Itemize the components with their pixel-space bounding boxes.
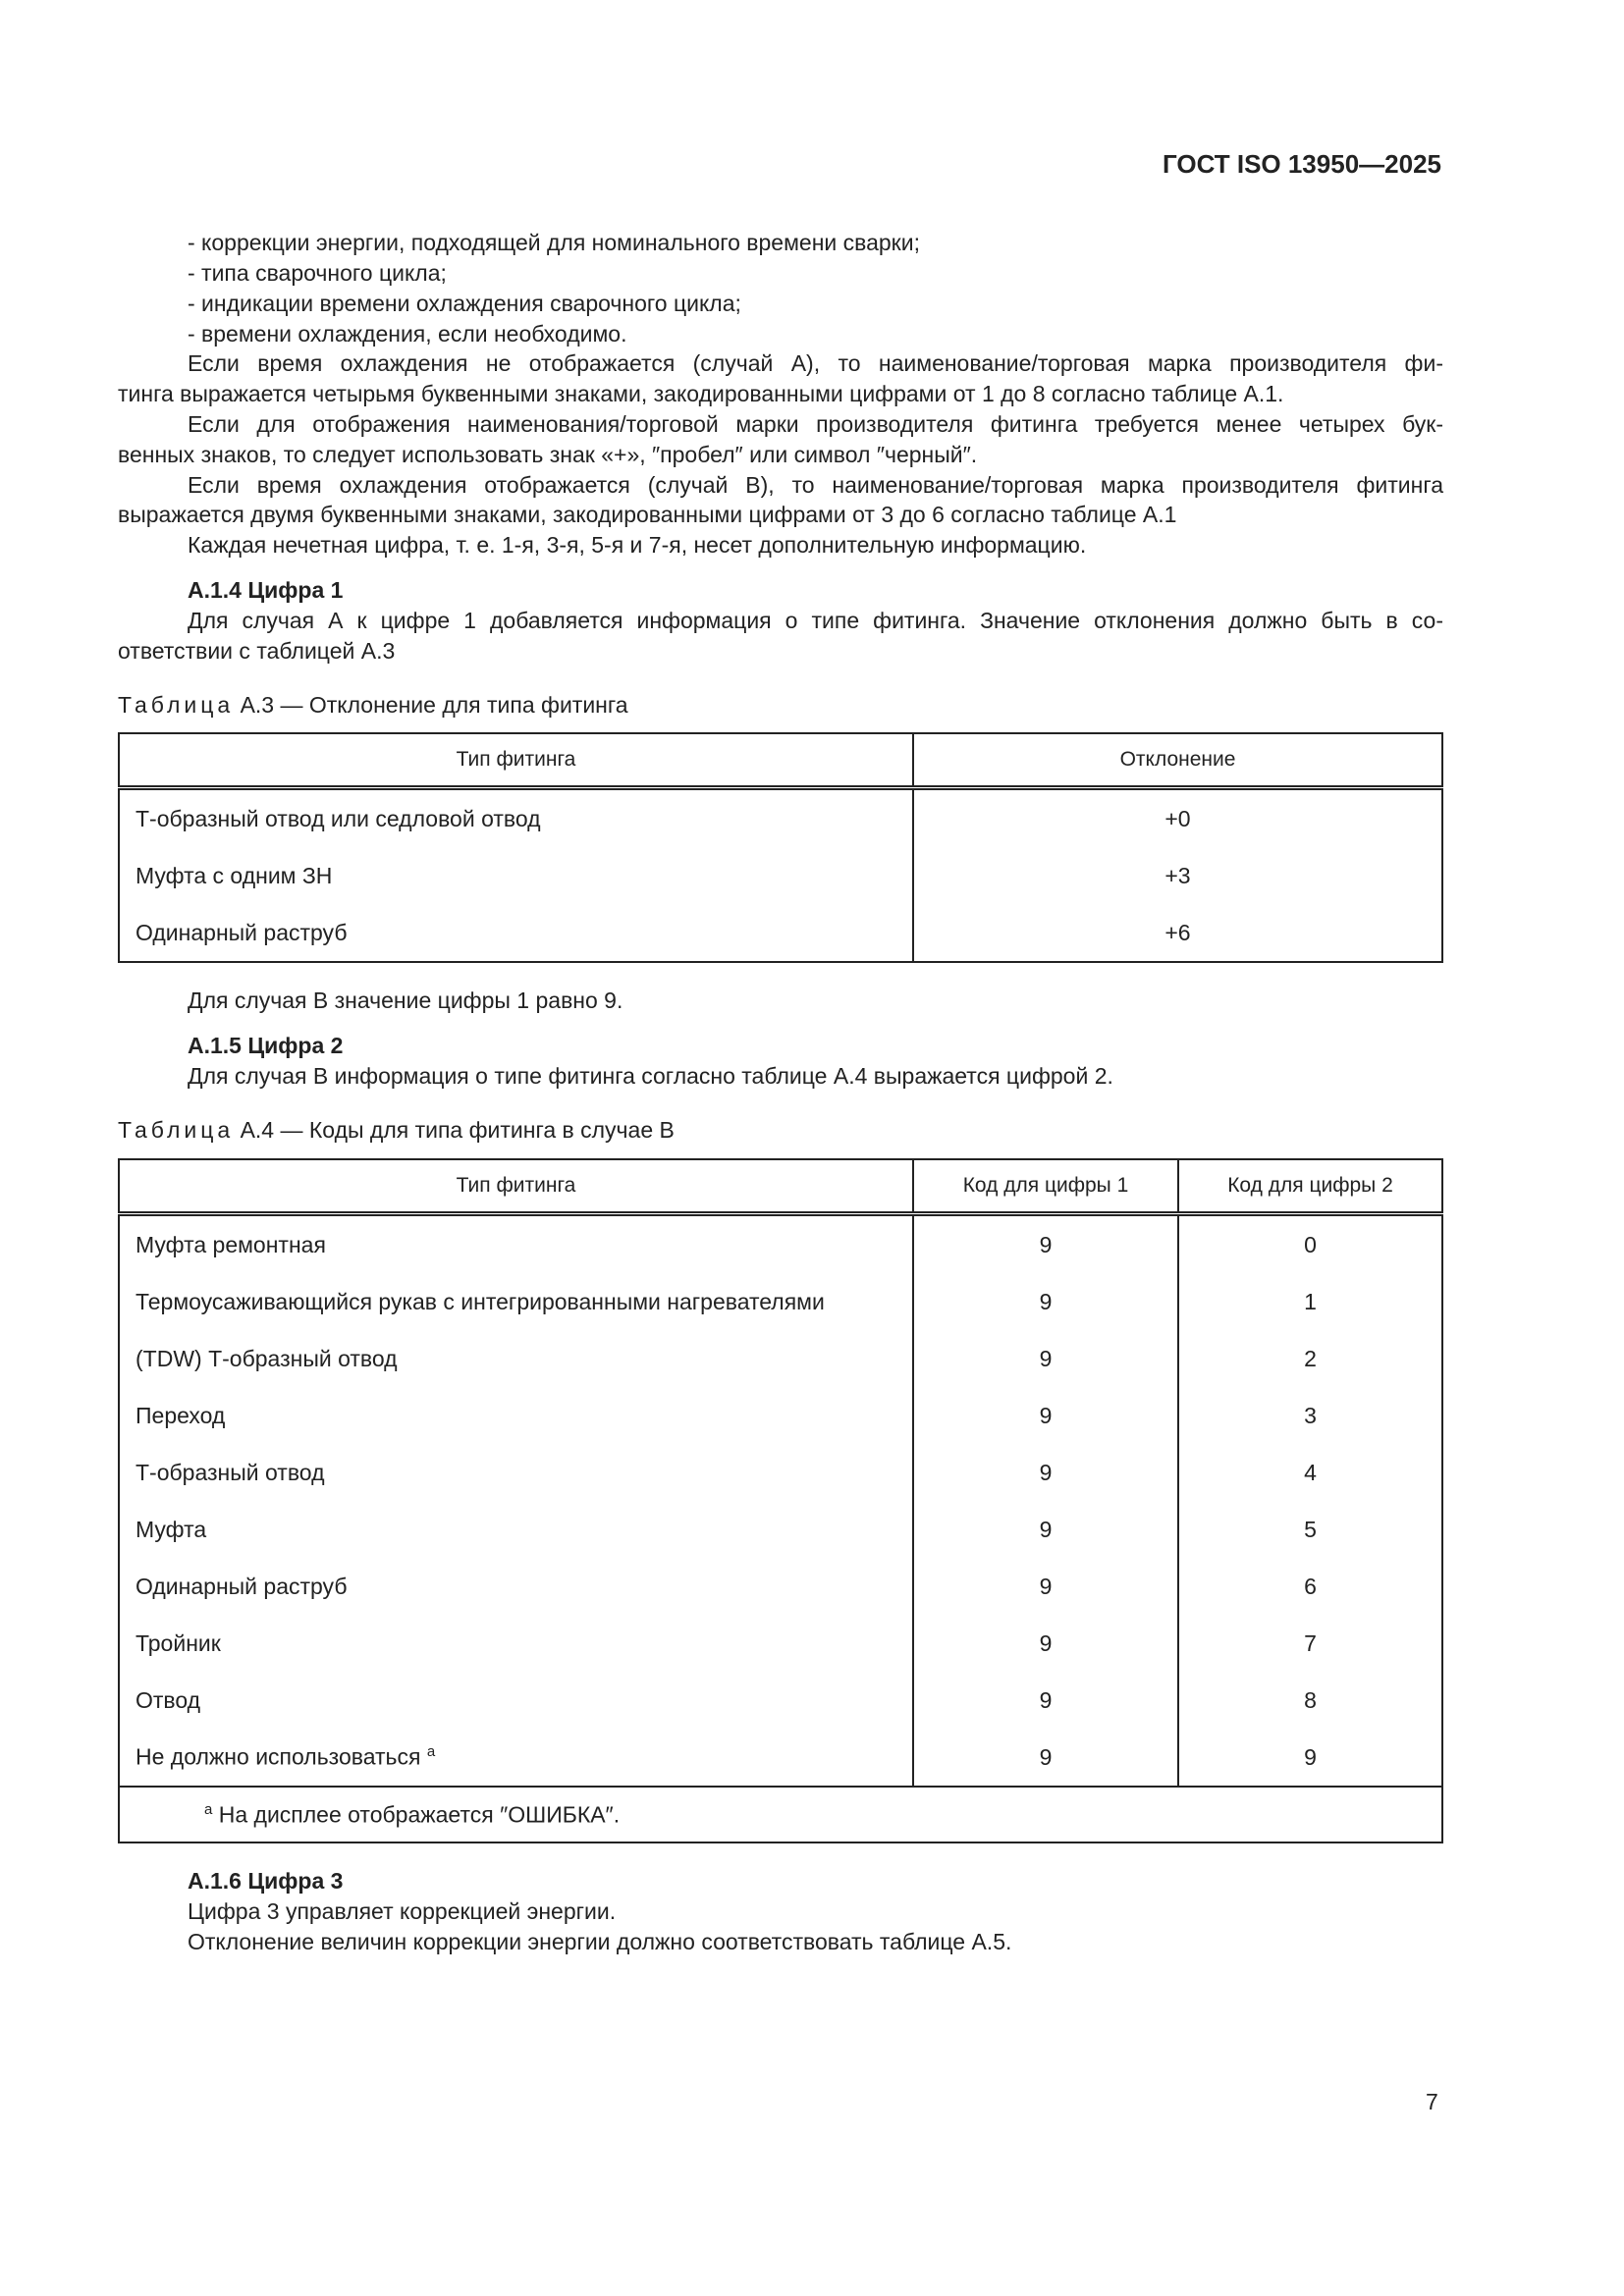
section-heading-a14: А.1.4 Цифра 1 — [188, 577, 344, 603]
cell-text: 5 — [1304, 1516, 1317, 1542]
paragraph-line: ответствии с таблицей А.3 — [118, 638, 396, 664]
cell-text: (TDW) Т-образный отвод — [135, 1345, 398, 1371]
cell-code-digit-2 — [1178, 1501, 1442, 1558]
cell-code-digit-2 — [1178, 1444, 1442, 1501]
paragraph-line: венных знаков, то следует использовать знак «+», ″пробел″ или символ ″черный″. — [118, 442, 978, 467]
paragraph-line: Для случая В значение цифры 1 равно 9. — [188, 988, 623, 1013]
bullet-item: - времени охлаждения, если необходимо. — [188, 321, 627, 347]
cell-fitting-type — [119, 1273, 913, 1330]
footnote-mark: a — [204, 1800, 213, 1818]
table-footnote — [119, 1787, 1442, 1842]
document-header: ГОСТ ISO 13950—2025 — [1162, 149, 1441, 179]
cell-code-digit-1 — [913, 1672, 1178, 1729]
paragraph-line: Цифра 3 управляет коррекцией энергии. — [188, 1898, 617, 1924]
cell-deviation: +3 — [913, 847, 1442, 904]
cell-text: Переход — [135, 1402, 226, 1428]
cell-text: 9 — [1039, 1459, 1053, 1485]
column-header: Отклонение — [913, 733, 1442, 788]
table-row — [119, 1729, 1442, 1787]
paragraph-line: Для случая А к цифре 1 добавляется информация о типе фитинга. Значение отклонения должно быть в со- — [188, 608, 1443, 633]
cell-text: 9 — [1039, 1402, 1053, 1428]
cell-text: Одинарный раструб — [135, 1573, 348, 1599]
caption-prefix: Таблица — [118, 1117, 235, 1143]
caption-text: А.3 — Отклонение для типа фитинга — [234, 692, 628, 718]
column-header: Тип фитинга — [119, 733, 913, 788]
table-a3 — [118, 732, 1443, 963]
cell-text: 0 — [1304, 1231, 1317, 1257]
caption-text: А.4 — Коды для типа фитинга в случае В — [234, 1117, 675, 1143]
cell-code-digit-1 — [913, 1330, 1178, 1387]
cell-fitting-type — [119, 1615, 913, 1672]
cell-text: Муфта ремонтная — [135, 1231, 326, 1257]
table-row — [119, 1214, 1442, 1274]
table-a4-caption — [118, 1115, 675, 1146]
cell-code-digit-1 — [913, 1501, 1178, 1558]
table-row — [119, 1615, 1442, 1672]
paragraph-line: Если время охлаждения отображается (случай В), то наименование/торговая марка производителя фитинга — [188, 472, 1443, 498]
cell-fitting-type — [119, 1501, 913, 1558]
table-a3-caption — [118, 690, 628, 721]
cell-text: 9 — [1039, 1743, 1053, 1770]
cell-fitting-type: Муфта с одним ЗН — [135, 862, 333, 888]
cell-code-digit-1 — [913, 1558, 1178, 1615]
cell-text: 3 — [1304, 1402, 1317, 1428]
table-row — [119, 847, 1442, 904]
cell-code-digit-1 — [913, 1444, 1178, 1501]
table-row — [119, 1558, 1442, 1615]
cell-fitting-type — [119, 1387, 913, 1444]
table-row — [119, 1672, 1442, 1729]
bullet-item: - коррекции энергии, подходящей для номинального времени сварки; — [188, 230, 920, 255]
table-row — [119, 1273, 1442, 1330]
cell-fitting-type: Т-образный отвод или седловой отвод — [135, 805, 541, 831]
cell-text: Не должно использоваться — [135, 1743, 421, 1770]
cell-code-digit-2 — [1178, 1214, 1442, 1274]
cell-code-digit-2 — [1178, 1558, 1442, 1615]
section-heading-a16: А.1.6 Цифра 3 — [188, 1868, 344, 1894]
cell-code-digit-1 — [913, 1729, 1178, 1787]
table-row — [119, 788, 1442, 848]
cell-text: 2 — [1304, 1345, 1317, 1371]
cell-code-digit-2 — [1178, 1330, 1442, 1387]
table-row — [119, 1501, 1442, 1558]
paragraph-line: тинга выражается четырьмя буквенными знаками, закодированными цифрами от 1 до 8 согласно таблице А.1. — [118, 381, 1284, 406]
table-row — [119, 1444, 1442, 1501]
cell-code-digit-2 — [1178, 1729, 1442, 1787]
cell-code-digit-2 — [1178, 1387, 1442, 1444]
cell-text: 6 — [1304, 1573, 1317, 1599]
bullet-item: - типа сварочного цикла; — [188, 260, 447, 286]
table-row — [119, 1387, 1442, 1444]
cell-text: 8 — [1304, 1686, 1317, 1713]
table-header-row — [119, 1159, 1442, 1214]
cell-code-digit-1 — [913, 1387, 1178, 1444]
paragraph-line: Отклонение величин коррекции энергии должно соответствовать таблице А.5. — [188, 1929, 1012, 1954]
table-row — [119, 904, 1442, 962]
cell-deviation: +6 — [913, 904, 1442, 962]
cell-code-digit-2 — [1178, 1615, 1442, 1672]
cell-deviation: +0 — [913, 788, 1442, 848]
cell-fitting-type — [119, 1558, 913, 1615]
paragraph-line: Если время охлаждения не отображается (случай А), то наименование/торговая марка производителя фи- — [188, 350, 1443, 376]
cell-text: Муфта — [135, 1516, 207, 1542]
cell-text: Т-образный отвод — [135, 1459, 325, 1485]
table-header-row — [119, 733, 1442, 788]
column-header: Код для цифры 2 — [1178, 1159, 1442, 1214]
cell-fitting-type: Одинарный раструб — [135, 919, 348, 945]
cell-code-digit-2 — [1178, 1672, 1442, 1729]
cell-text: 9 — [1039, 1345, 1053, 1371]
footnote-mark: a — [426, 1743, 436, 1761]
cell-text: 9 — [1039, 1231, 1053, 1257]
cell-text: 9 — [1039, 1629, 1053, 1656]
table-footnote-row — [119, 1787, 1442, 1842]
caption-prefix: Таблица — [118, 692, 235, 718]
cell-fitting-type — [119, 1729, 913, 1787]
cell-fitting-type — [119, 1214, 913, 1274]
page-number: 7 — [1426, 2089, 1438, 2114]
cell-text: 9 — [1039, 1686, 1053, 1713]
cell-text: 7 — [1304, 1629, 1317, 1656]
table-a4 — [118, 1158, 1443, 1843]
cell-fitting-type — [119, 1444, 913, 1501]
cell-text: 9 — [1039, 1516, 1053, 1542]
cell-text: 1 — [1304, 1288, 1317, 1314]
cell-code-digit-1 — [913, 1273, 1178, 1330]
cell-code-digit-2 — [1178, 1273, 1442, 1330]
cell-text: 9 — [1039, 1288, 1053, 1314]
column-header: Тип фитинга — [119, 1159, 913, 1214]
column-header: Код для цифры 1 — [913, 1159, 1178, 1214]
paragraph-line: выражается двумя буквенными знаками, закодированными цифрами от 3 до 6 согласно таблице А.1 — [118, 502, 1177, 527]
paragraph-line: Для случая В информация о типе фитинга согласно таблице А.4 выражается цифрой 2. — [188, 1063, 1113, 1089]
section-heading-a15: А.1.5 Цифра 2 — [188, 1033, 344, 1058]
cell-code-digit-1 — [913, 1214, 1178, 1274]
cell-code-digit-1 — [913, 1615, 1178, 1672]
footnote-text: На дисплее отображается ″ОШИБКА″. — [212, 1801, 621, 1828]
cell-fitting-type — [119, 1672, 913, 1729]
paragraph-line: Если для отображения наименования/торговой марки производителя фитинга требуется менее четырех бук- — [188, 411, 1443, 437]
cell-fitting-type — [119, 1330, 913, 1387]
paragraph-line: Каждая нечетная цифра, т. е. 1-я, 3-я, 5-я и 7-я, несет дополнительную информацию. — [188, 532, 1087, 558]
cell-text: Термоусаживающийся рукав с интегрированными нагревателями — [135, 1288, 825, 1314]
cell-text: Отвод — [135, 1686, 201, 1713]
cell-text: 9 — [1039, 1573, 1053, 1599]
bullet-item: - индикации времени охлаждения сварочного цикла; — [188, 291, 741, 316]
table-row — [119, 1330, 1442, 1387]
cell-text: 4 — [1304, 1459, 1317, 1485]
cell-text: Тройник — [135, 1629, 221, 1656]
cell-text: 9 — [1304, 1743, 1317, 1770]
